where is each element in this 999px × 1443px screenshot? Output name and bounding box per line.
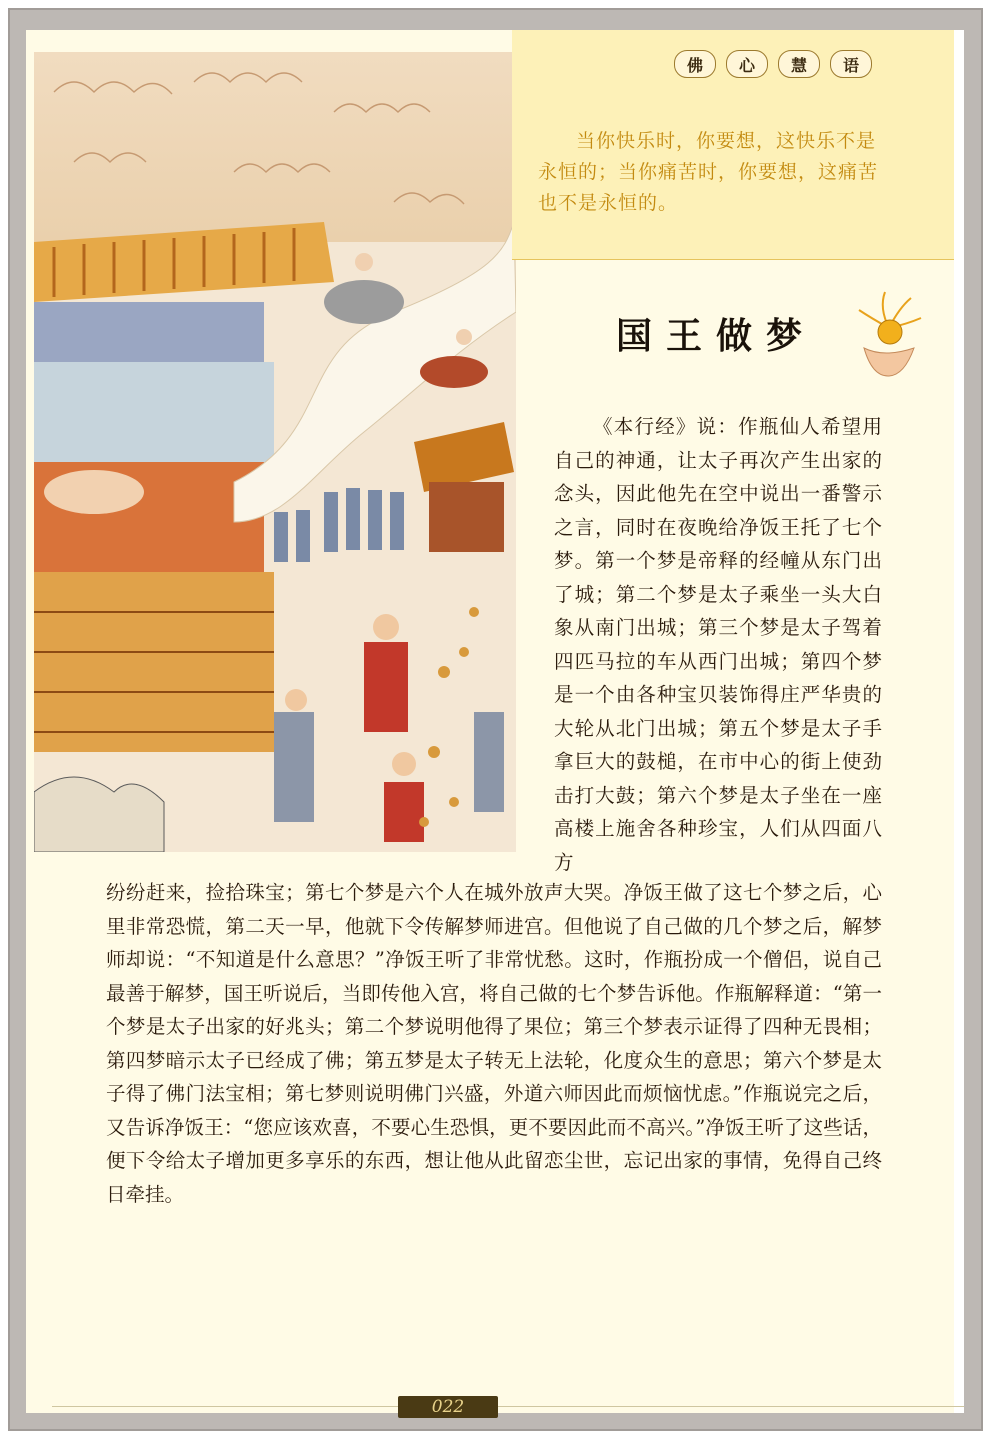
section-char: 慧: [778, 50, 820, 78]
buddha-quote: 当你快乐时，你要想，这快乐不是永恒的；当你痛苦时，你要想，这痛苦也不是永恒的。: [538, 130, 879, 214]
footer-rule: [52, 1406, 964, 1407]
section-char: 心: [726, 50, 768, 78]
article-paragraph-top: 《本行经》说：作瓶仙人希望用自己的神通，让太子再次产生出家的念头，因此他先在空中说出一番警示之言，同时在夜晚给净饭王托了七个梦。第一个梦是帝释的经幢从东门出了城；第二个梦是太子乘坐一头大白象从南门出城；第三个梦是太子驾着四匹马拉的车从西门出城；第四个梦是一个由各种宝贝装饰得庄严华贵的大轮从北门出城；第五个梦是太子手拿巨大的鼓槌，在市中心的街上使劲击打大鼓；第六个梦是太子坐在一座高楼上施舍各种珍宝，人们从四面八方: [554, 415, 882, 874]
quote-divider: [512, 259, 954, 260]
book-page: [26, 30, 964, 1417]
lotus-hand-icon: [854, 288, 924, 378]
section-header: [674, 50, 872, 78]
article-paragraph-bottom: 纷纷赶来，捡拾珠宝；第七个梦是六个人在城外放声大哭。净饭王做了这七个梦之后，心里非常恐慌，第二天一早，他就下令传解梦师进宫。但他说了自己做的几个梦之后，解梦师却说：“不知道是什么意思？”净饭王听了非常忧愁。这时，作瓶扮成一个僧侣，说自己最善于解梦，国王听说后，当即传他入宫，将自己做的七个梦告诉他。作瓶解释道：“第一个梦是太子出家的好兆头；第二个梦说明他得了果位；第三个梦表示证得了四种无畏相；第四梦暗示太子已经成了佛；第五梦是太子转无上法轮，化度众生的意思；第六个梦是太子得了佛门法宝相；第七梦则说明佛门兴盛，外道六师因此而烦恼忧虑。”作瓶说完之后，又告诉净饭王：“您应该欢喜，不要心生恐惧，更不要因此而不高兴。”净饭王听了这些话，便下令给太子增加更多享乐的东西，想让他从此留恋尘世，忘记出家的事情，免得自己终日牵挂。: [106, 881, 882, 1206]
page-edge: [954, 30, 964, 1413]
article-title: 国王做梦: [616, 315, 817, 357]
page-number: 022: [398, 1396, 498, 1418]
section-char: 佛: [674, 50, 716, 78]
dream-illustration: [34, 52, 516, 852]
section-char: 语: [830, 50, 872, 78]
